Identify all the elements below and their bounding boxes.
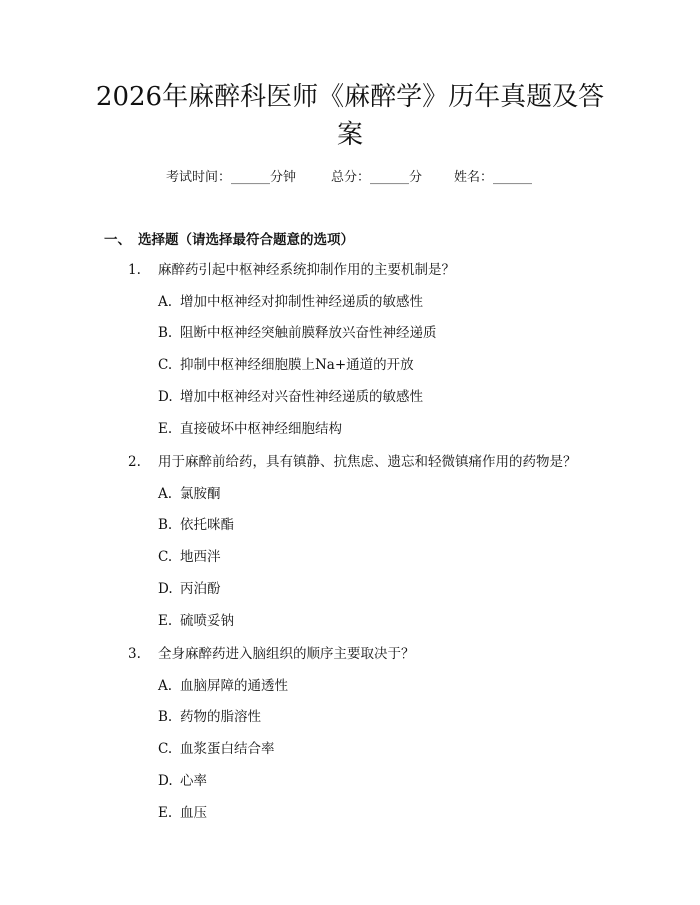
document-title: 2026年麻醉科医师《麻醉学》历年真题及答案 [95, 82, 605, 150]
option-text: 增加中枢神经对兴奋性神经递质的敏感性 [180, 389, 423, 405]
option-text: 药物的脂溶性 [180, 709, 261, 725]
option-letter: B. [158, 517, 173, 533]
question-1 [128, 260, 455, 280]
option-letter: E. [158, 805, 173, 821]
question-1-option-c [158, 355, 414, 375]
option-letter: B. [158, 325, 173, 341]
option-letter: A. [158, 486, 173, 502]
option-letter: C. [158, 549, 173, 565]
question-2-option-a [158, 484, 221, 504]
option-text: 丙泊酚 [180, 581, 221, 597]
exam-time-field: 考试时间：______分钟 [166, 170, 297, 185]
option-text: 依托咪酯 [180, 517, 234, 533]
option-text: 直接破坏中枢神经细胞结构 [180, 421, 342, 437]
option-letter: C. [158, 357, 173, 373]
option-text: 氯胺酮 [180, 486, 221, 502]
question-1-option-a [158, 292, 423, 312]
option-text: 血脑屏障的通透性 [180, 678, 288, 694]
option-letter: A. [158, 294, 173, 310]
option-letter: D. [158, 581, 173, 597]
option-text: 抑制中枢神经细胞膜上Na+通道的开放 [180, 357, 414, 373]
total-score-field: 总分：______分 [331, 170, 423, 185]
question-1-option-e [158, 419, 342, 439]
question-2-option-e [158, 611, 234, 631]
question-2 [128, 452, 577, 472]
question-number: 2. [128, 454, 141, 470]
question-3-option-a [158, 676, 288, 696]
question-3-option-e [158, 803, 207, 823]
question-3-option-d [158, 771, 207, 791]
question-2-option-b [158, 515, 234, 535]
section-heading [104, 230, 354, 250]
option-text: 血浆蛋白结合率 [180, 741, 275, 757]
question-3 [128, 644, 415, 664]
option-text: 血压 [180, 805, 207, 821]
option-letter: E. [158, 421, 173, 437]
question-number: 3. [128, 646, 141, 662]
question-3-option-b [158, 707, 261, 727]
name-field: 姓名：______ [454, 170, 533, 185]
section-title: 选择题（请选择最符合题意的选项） [138, 232, 354, 248]
question-number: 1. [128, 262, 141, 278]
question-text: 全身麻醉药进入脑组织的顺序主要取决于？ [158, 646, 415, 662]
question-1-option-d [158, 387, 423, 407]
question-3-option-c [158, 739, 275, 759]
question-1-option-b [158, 323, 437, 343]
option-letter: B. [158, 709, 173, 725]
option-letter: A. [158, 678, 173, 694]
option-letter: C. [158, 741, 173, 757]
option-text: 硫喷妥钠 [180, 613, 234, 629]
option-letter: E. [158, 613, 173, 629]
question-text: 麻醉药引起中枢神经系统抑制作用的主要机制是？ [158, 262, 455, 278]
option-text: 阻断中枢神经突触前膜释放兴奋性神经递质 [180, 325, 437, 341]
question-2-option-c [158, 547, 221, 567]
option-text: 增加中枢神经对抑制性神经递质的敏感性 [180, 294, 423, 310]
option-text: 地西泮 [180, 549, 221, 565]
option-letter: D. [158, 389, 173, 405]
option-letter: D. [158, 773, 173, 789]
question-2-option-d [158, 579, 221, 599]
option-text: 心率 [180, 773, 207, 789]
question-text: 用于麻醉前给药，具有镇静、抗焦虑、遗忘和轻微镇痛作用的药物是？ [158, 454, 577, 470]
section-number: 一、 [104, 232, 131, 248]
